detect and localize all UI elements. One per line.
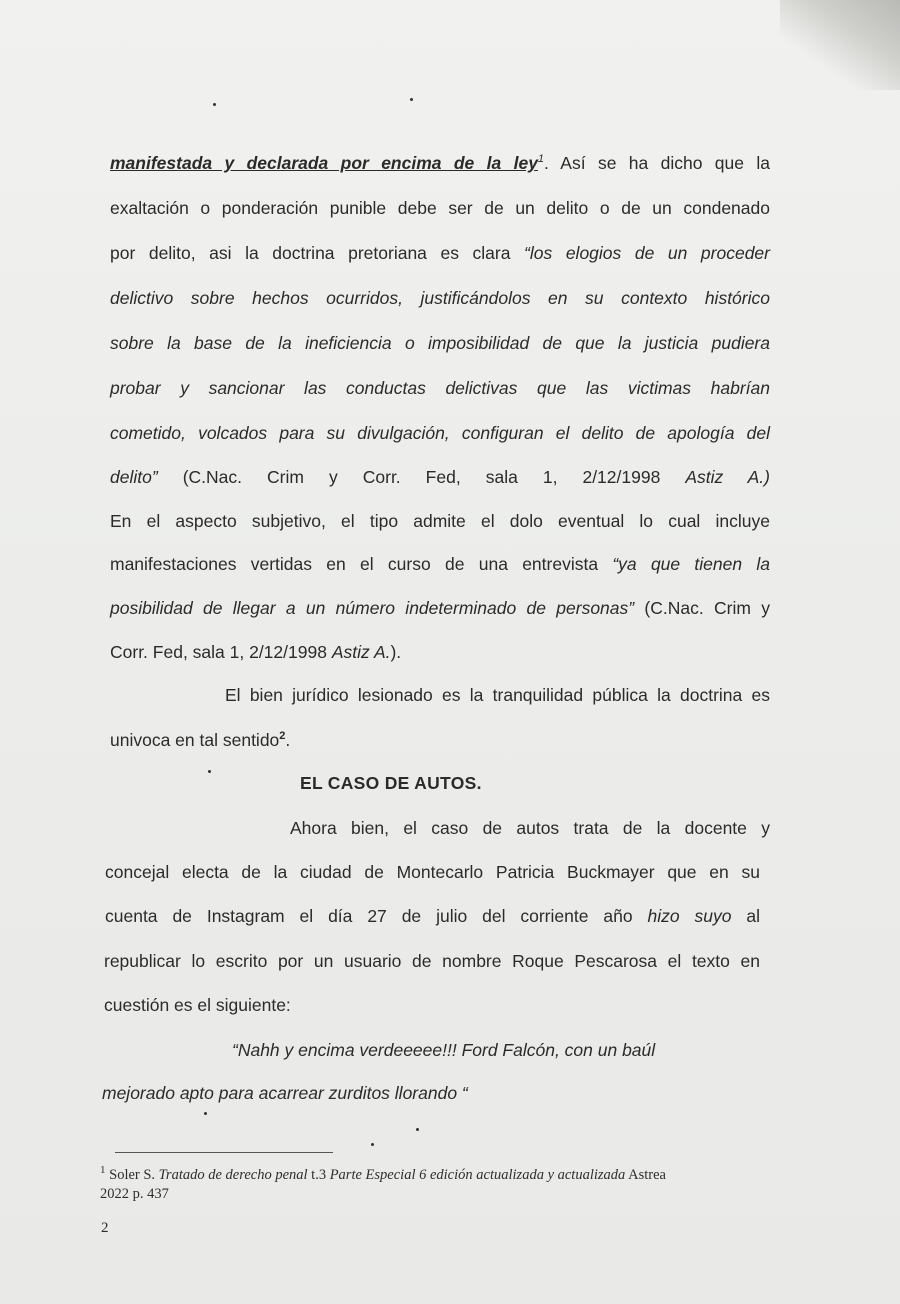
emphasis-text: manifestada y declarada por encima de la ley [110,153,538,173]
text-line: cometido, volcados para su divulgación, configuran el delito de apología del [110,423,770,443]
quoted-text-line: mejorado apto para acarrear zurditos llorando “ [102,1083,468,1103]
text-line: En el aspecto subjetivo, el tipo admite el dolo eventual lo cual incluye [110,511,770,531]
scan-speck [213,103,216,106]
scan-speck [410,98,413,101]
text-line: Corr. Fed, sala 1, 2/12/1998 Astiz A.). [110,642,402,662]
text-line: por delito, asi la doctrina pretoriana es clara “los elogios de un proceder [110,243,770,263]
text-line: delito” (C.Nac. Crim y Corr. Fed, sala 1, 2/12/1998 Astiz A.) [110,467,770,487]
footnote-continuation: 2022 p. 437 [100,1186,169,1202]
text-line: manifestada y declarada por encima de la ley$^1$. Así se ha dicho que la [110,153,770,173]
text-line: concejal electa de la ciudad de Montecarlo Patricia Buckmayer que en su [105,862,760,882]
text-line: cuestión es el siguiente: [104,995,291,1015]
footnote: $^1$ Soler S. Tratado de derecho penal t.3 Parte Especial 6 edición actualizada y actualizada Astrea [100,1164,666,1183]
section-heading: EL CASO DE AUTOS. [300,773,482,793]
footnote-separator [115,1152,333,1153]
quoted-text-line: “Nahh y encima verdeeeee!!! Ford Falcón, con un baúl [232,1040,656,1060]
text-line: delictivo sobre hechos ocurridos, justificándolos en su contexto histórico [110,288,770,308]
text-line: El bien jurídico lesionado es la tranquilidad pública la doctrina es [225,685,770,705]
page-number: 2 [101,1220,109,1236]
footnote-ref: 2 [279,730,286,743]
text-line: probar y sancionar las conductas delictivas que las victimas habrían [110,378,770,398]
footnote-ref: 1 [537,153,545,166]
text-line: Ahora bien, el caso de autos trata de la docente y [290,818,770,838]
text-line: exaltación o ponderación punible debe ser de un delito o de un condenado [110,198,770,218]
text-line: sobre la base de la ineficiencia o imposibilidad de que la justicia pudiera [110,333,770,353]
text-line: cuenta de Instagram el día 27 de julio del corriente año hizo suyo al [105,906,760,926]
scan-speck [416,1128,419,1131]
text-line: posibilidad de llegar a un número indeterminado de personas” (C.Nac. Crim y [110,598,771,618]
page-corner-shadow [780,0,900,90]
text-line: manifestaciones vertidas en el curso de una entrevista “ya que tienen la [110,554,770,574]
scan-speck [204,1112,207,1115]
footnote-marker: 1 [100,1164,106,1177]
text-line: univoca en tal sentido$^2$. [110,730,291,750]
scan-speck [371,1143,374,1146]
text-line: republicar lo escrito por un usuario de nombre Roque Pescarosa el texto en [104,951,760,971]
scan-speck [208,770,211,773]
